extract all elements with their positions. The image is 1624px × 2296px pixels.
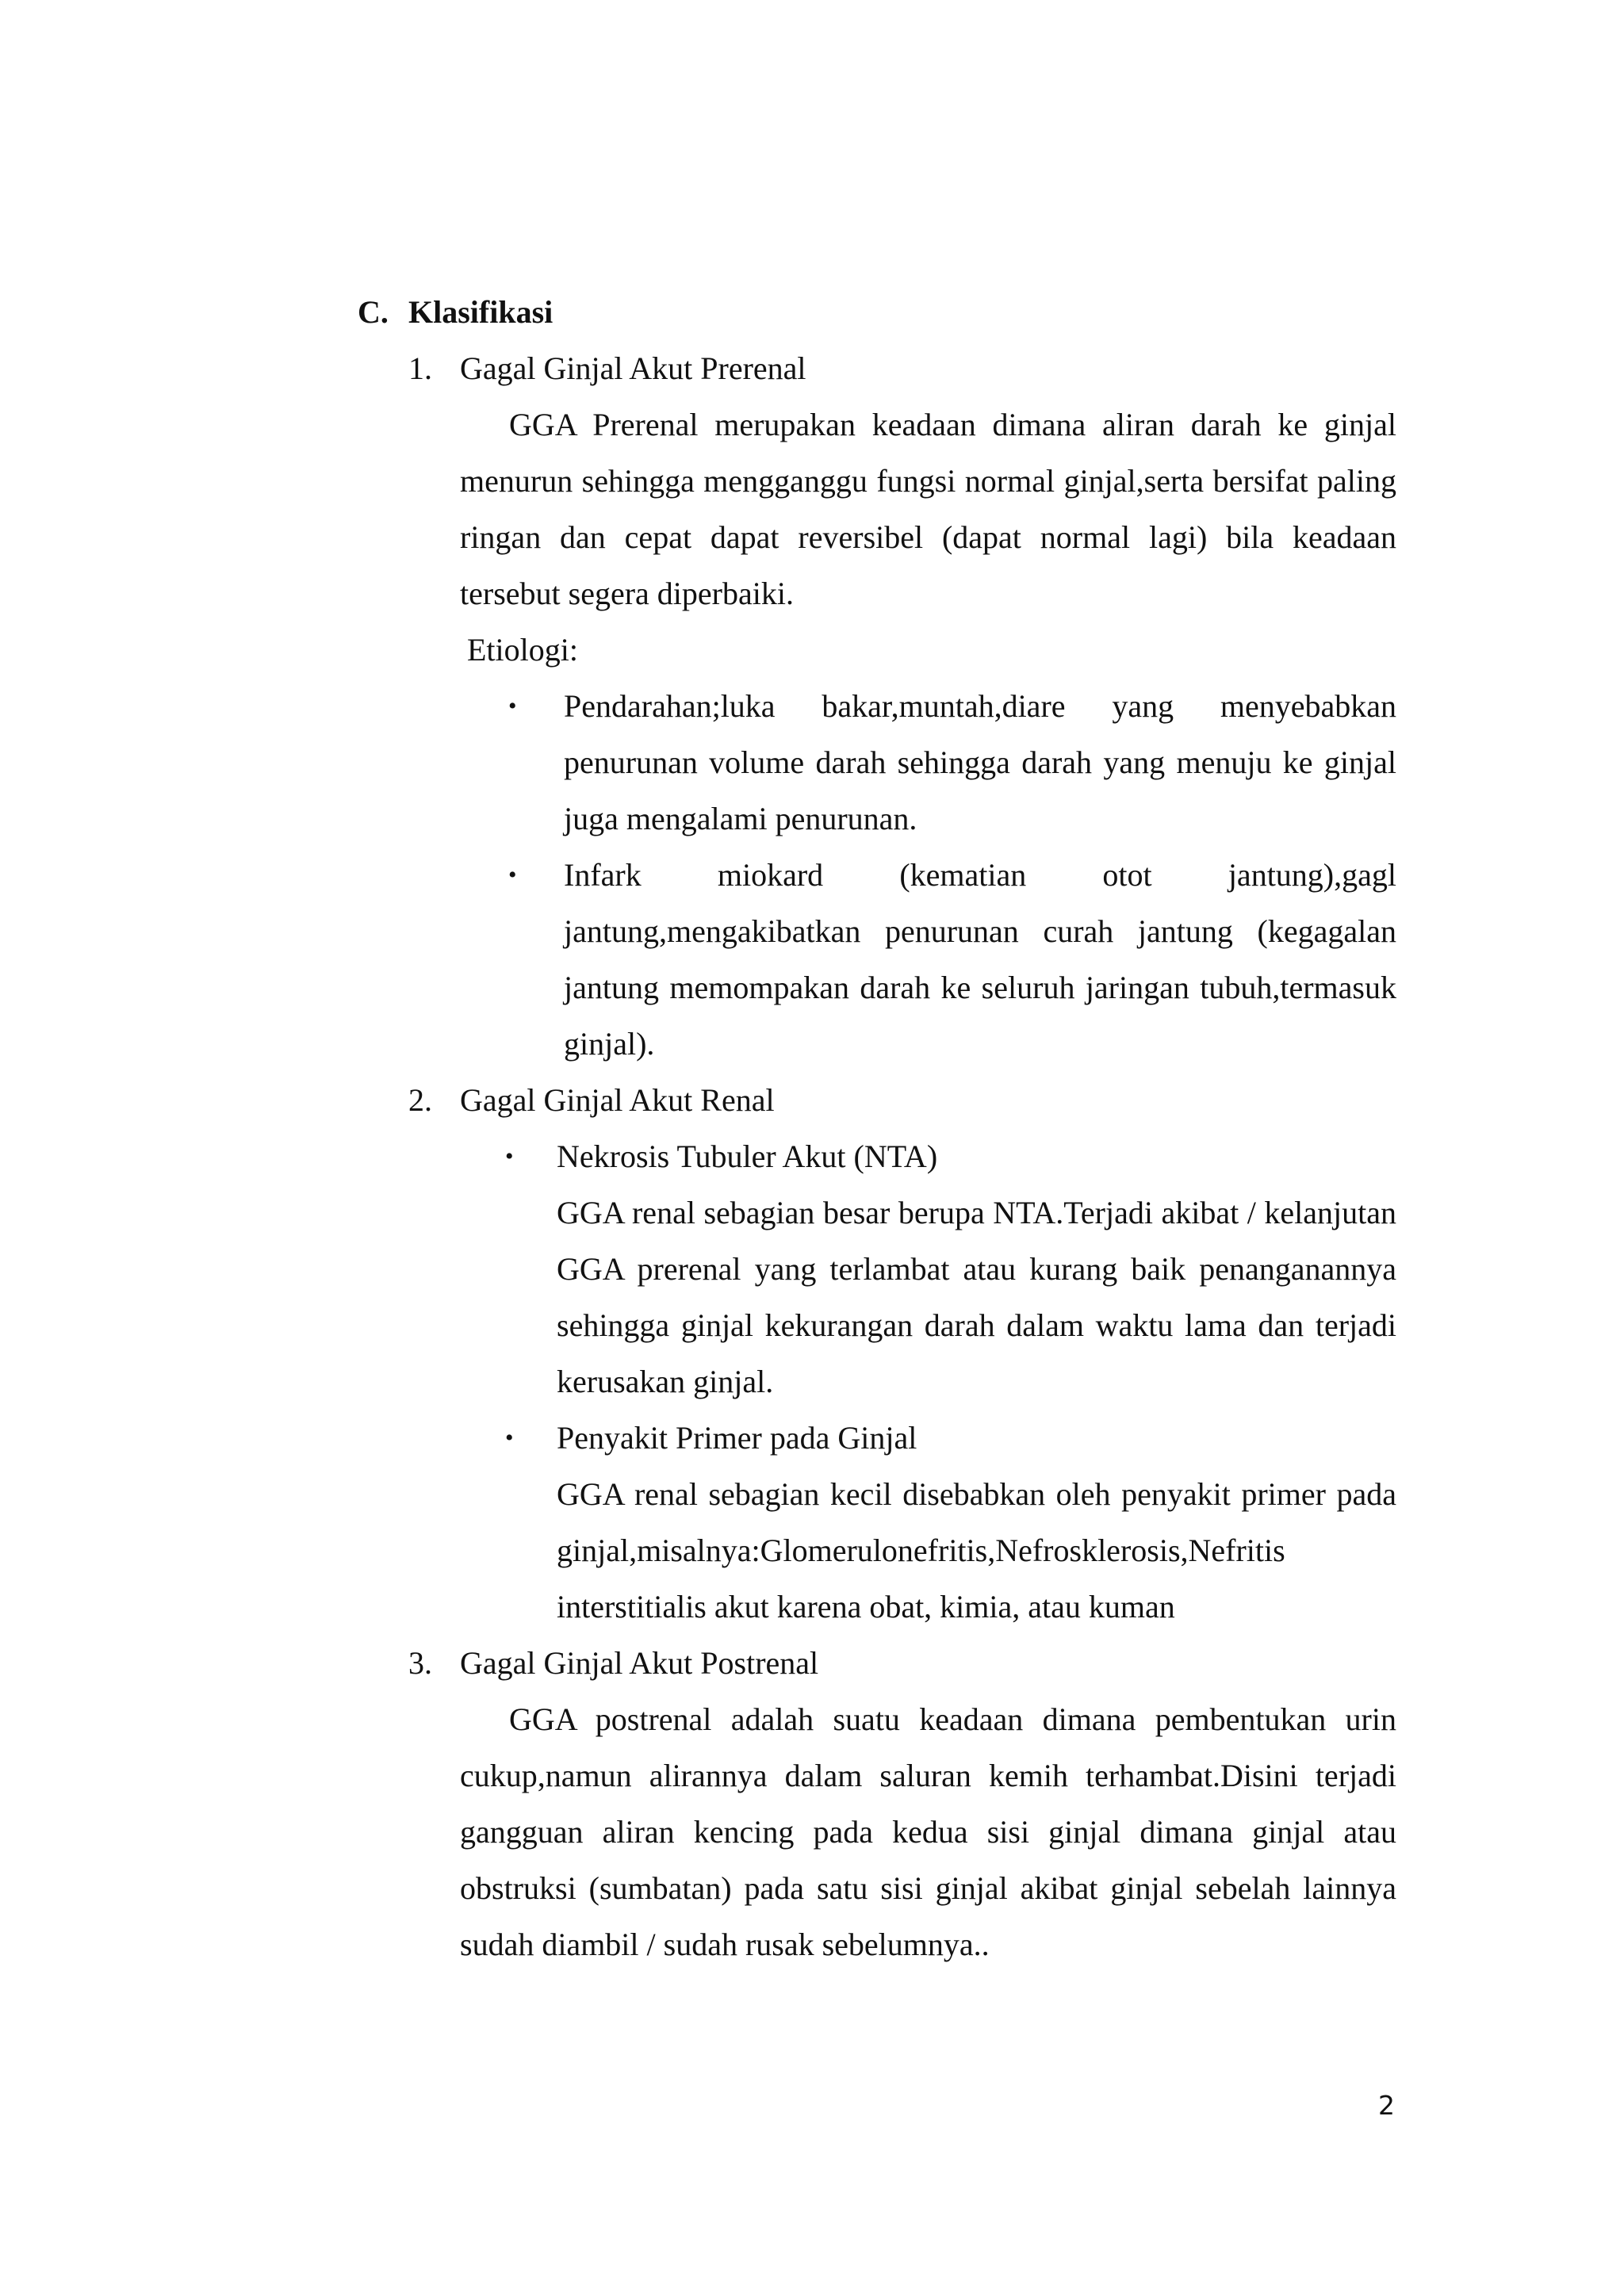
bullet-icon: •: [508, 862, 517, 888]
list-item-number: 1.: [408, 350, 432, 386]
bullet-icon: •: [505, 1425, 514, 1451]
list-item-number: 2.: [408, 1082, 432, 1118]
section-heading: [358, 284, 1396, 340]
bullet-text: Infark miokard (kematian otot jantung),gagl jantung,mengakibatkan penurunan curah jantung (kegagalan jantung memompakan darah ke seluruh jaringan tubuh,termasuk ginjal).: [564, 857, 1396, 1062]
bullet-description: GGA renal sebagian besar berupa NTA.Terjadi akibat / kelanjutan GGA prerenal yang terlambat atau kurang baik penanganannya sehingga ginjal kekurangan darah dalam waktu lama dan terjadi kerusakan ginjal.: [557, 1195, 1396, 1399]
postrenal-paragraph: GGA postrenal adalah suatu keadaan dimana pembentukan urin cukup,namun alirannya dalam saluran kemih terhambat.Disini terjadi gangguan aliran kencing pada kedua sisi ginjal dimana ginjal atau obstruksi (sumbatan) pada satu sisi ginjal akibat ginjal sebelah lainnya sudah diambil / sudah rusak sebelumnya..: [460, 1701, 1396, 1962]
bullet-title: Penyakit Primer pada Ginjal: [557, 1420, 917, 1456]
list-item-title: Gagal Ginjal Akut Renal: [460, 1082, 775, 1118]
list-item-title: Gagal Ginjal Akut Postrenal: [460, 1645, 819, 1681]
section-title: Klasifikasi: [408, 294, 553, 330]
prerenal-paragraph: GGA Prerenal merupakan keadaan dimana aliran darah ke ginjal menurun sehingga mengganggu fungsi normal ginjal,serta bersifat paling ringan dan cepat dapat reversibel (dapat normal lagi) bila keadaan tersebut segera diperbaiki.: [460, 407, 1396, 611]
bullet-description: GGA renal sebagian kecil disebabkan oleh penyakit primer pada ginjal,misalnya:Glomerulonefritis,Nefrosklerosis,Nefritis interstitialis akut karena obat, kimia, atau kuman: [557, 1476, 1396, 1624]
bullet-item: [358, 1410, 1396, 1635]
bullet-item: [358, 678, 1396, 847]
bullet-item: [358, 1128, 1396, 1410]
bullet-item: [358, 847, 1396, 1072]
bullet-title: Nekrosis Tubuler Akut (NTA): [557, 1138, 938, 1174]
bullet-icon: •: [508, 693, 517, 719]
list-item-title: Gagal Ginjal Akut Prerenal: [460, 350, 806, 386]
section-label: C.: [358, 294, 389, 330]
list-item-1-title: [358, 340, 1396, 396]
list-item-2-title: [358, 1072, 1396, 1128]
page-content: [358, 284, 1396, 1973]
list-item-number: 3.: [408, 1645, 432, 1681]
bullet-icon: •: [505, 1143, 514, 1169]
etiology-label: Etiologi:: [467, 632, 578, 668]
bullet-text: Pendarahan;luka bakar,muntah,diare yang menyebabkan penurunan volume darah sehingga darah yang menuju ke ginjal juga mengalami penurunan.: [564, 688, 1396, 836]
page-number: 2: [1378, 2090, 1395, 2121]
list-item-3-title: [358, 1635, 1396, 1691]
